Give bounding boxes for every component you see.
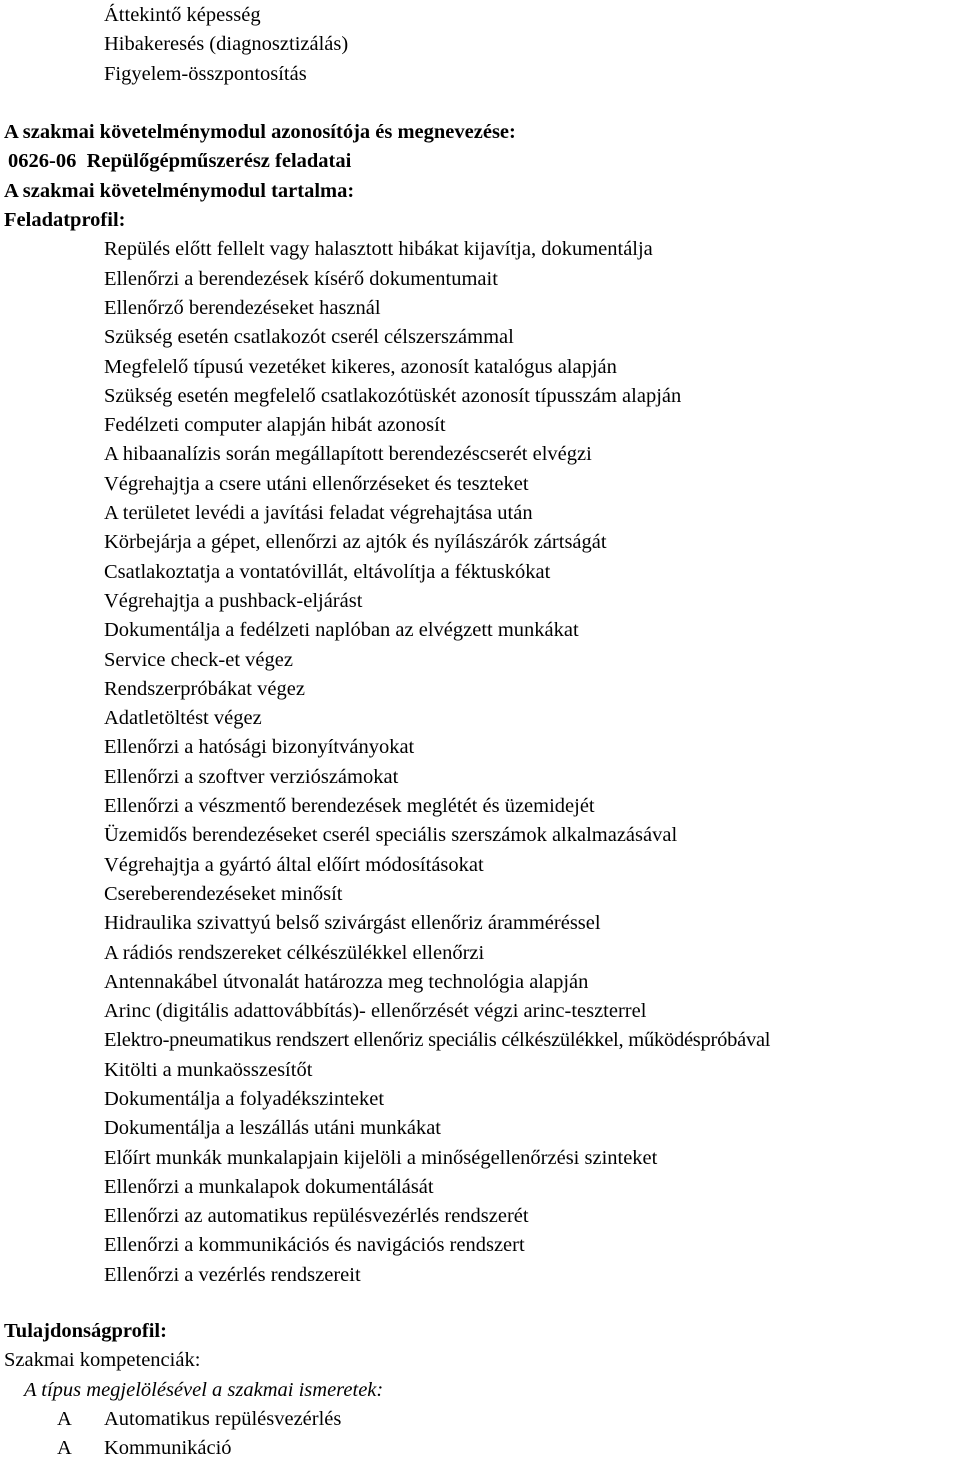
- task-item: Fedélzeti computer alapján hibát azonosít: [104, 414, 446, 437]
- task-item: A hibaanalízis során megállapított berendezéscserét elvégzi: [104, 443, 592, 466]
- spacer: [0, 1290, 960, 1317]
- knowledge-item: [0, 1434, 960, 1463]
- task-item: Ellenőrzi a vezérlés rendszereit: [104, 1263, 361, 1286]
- competencies-label: Szakmai kompetenciák:: [4, 1349, 201, 1372]
- task-item: Csereberendezéseket minősít: [104, 882, 343, 905]
- task-item: Végrehajtja a pushback-eljárást: [104, 589, 363, 612]
- task-item: Dokumentálja a folyadékszinteket: [104, 1087, 385, 1110]
- top-skills-list: [0, 1, 960, 89]
- knowledge-list: [0, 1405, 960, 1464]
- task-item: Csatlakoztatja a vontatóvillát, eltávolítja a féktuskókat: [104, 560, 551, 583]
- knowledge-item: [0, 1405, 960, 1434]
- task-item: Dokumentálja a fedélzeti naplóban az elvégzett munkákat: [104, 619, 579, 642]
- document-page: [0, 1, 960, 1464]
- spacer: [0, 89, 960, 118]
- task-item: Előírt munkák munkalapjain kijelöli a minőségellenőrzési szinteket: [104, 1146, 658, 1169]
- task-item: Szükség esetén megfelelő csatlakozótüskét azonosít típusszám alapján: [104, 384, 682, 407]
- task-item: Ellenőrzi a berendezések kísérő dokumentumait: [104, 267, 498, 290]
- knowledge-type: A: [57, 1407, 72, 1430]
- task-list: [0, 235, 960, 1290]
- task-item: Körbejárja a gépet, ellenőrzi az ajtók és nyílászárók zártságát: [104, 531, 607, 554]
- task-item: Kitölti a munkaösszesítőt: [104, 1058, 313, 1081]
- module-id-heading: A szakmai követelménymodul azonosítója és megnevezése:: [4, 121, 516, 144]
- task-item: Arinc (digitális adattovábbítás)- ellenőrzését végzi arinc-teszterrel: [104, 1000, 647, 1023]
- task-item: Ellenőrzi a kommunikációs és navigációs rendszert: [104, 1234, 525, 1257]
- task-item: Hidraulika szivattyú belső szivárgást ellenőriz áramméréssel: [104, 912, 601, 935]
- task-item: Antennakábel útvonalát határozza meg technológia alapján: [104, 970, 589, 993]
- property-profile-heading: Tulajdonságprofil:: [4, 1320, 167, 1343]
- task-item: Repülés előtt fellelt vagy halasztott hibákat kijavítja, dokumentálja: [104, 238, 653, 261]
- module-content-heading: A szakmai követelménymodul tartalma:: [4, 179, 355, 202]
- task-item: A rádiós rendszereket célkészülékkel ellenőrzi: [104, 941, 485, 964]
- task-item: Szükség esetén csatlakozót cserél célszerszámmal: [104, 326, 514, 349]
- task-item: Dokumentálja a leszállás utáni munkákat: [104, 1117, 441, 1140]
- skill-item: Áttekintő képesség: [104, 4, 261, 26]
- task-item: Megfelelő típusú vezetéket kikeres, azonosít katalógus alapján: [104, 355, 617, 378]
- task-item: Elektro-pneumatikus rendszert ellenőriz speciális célkészülékkel, működéspróbával: [104, 1029, 771, 1052]
- task-item: Ellenőrzi az automatikus repülésvezérlés rendszerét: [104, 1205, 529, 1228]
- task-item: Adatletöltést végez: [104, 707, 262, 730]
- task-item: Ellenőrző berendezéseket használ: [104, 296, 381, 319]
- module-id-value: 0626-06 Repülőgépműszerész feladatai: [8, 150, 352, 173]
- task-item: Service check-et végez: [104, 648, 293, 671]
- skill-item: Hibakeresés (diagnosztizálás): [104, 33, 349, 56]
- task-item: Ellenőrzi a munkalapok dokumentálását: [104, 1175, 434, 1198]
- task-item: Ellenőrzi a vészmentő berendezések meglétét és üzemidejét: [104, 795, 595, 818]
- task-item: Végrehajtja a csere utáni ellenőrzéseket és teszteket: [104, 472, 529, 495]
- task-item: Rendszerpróbákat végez: [104, 677, 305, 700]
- task-item: Üzemidős berendezéseket cserél speciális szerszámok alkalmazásával: [104, 824, 678, 847]
- task-item: Végrehajtja a gyártó által előírt módosításokat: [104, 853, 484, 876]
- knowledge-type: A: [57, 1437, 72, 1460]
- knowledge-label: A típus megjelölésével a szakmai ismeretek:: [24, 1378, 384, 1401]
- knowledge-name: Automatikus repülésvezérlés: [104, 1407, 342, 1430]
- knowledge-name: Kommunikáció: [104, 1437, 232, 1460]
- task-profile-heading: Feladatprofil:: [4, 209, 126, 232]
- task-item: Ellenőrzi a hatósági bizonyítványokat: [104, 736, 415, 759]
- task-item: Ellenőrzi a szoftver verziószámokat: [104, 765, 399, 788]
- skill-item: Figyelem-összpontosítás: [104, 62, 307, 85]
- task-item: A területet levédi a javítási feladat végrehajtása után: [104, 502, 533, 525]
